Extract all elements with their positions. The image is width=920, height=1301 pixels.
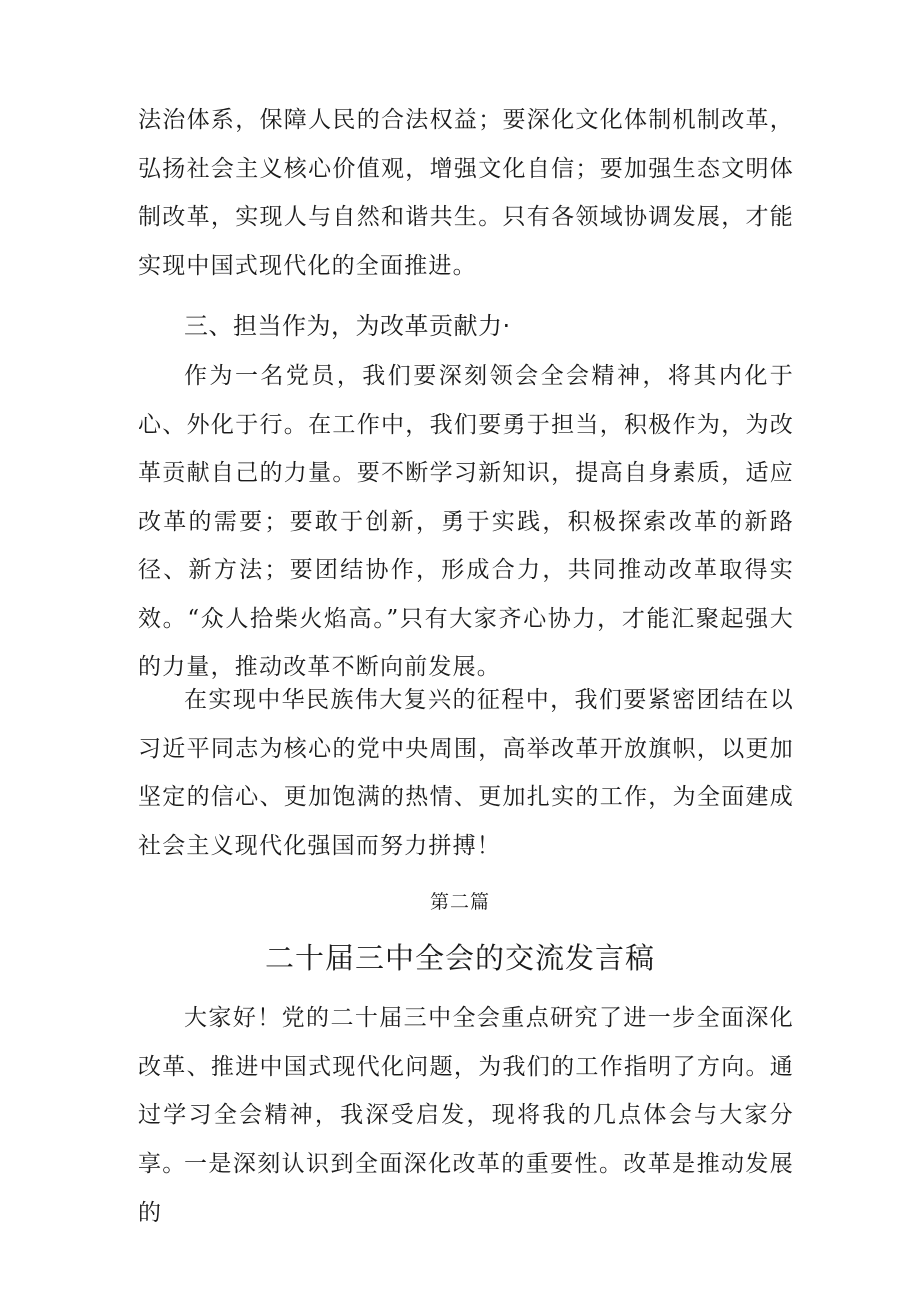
- closing-paragraph: 在实现中华民族伟大复兴的征程中，我们要紧密团结在以习近平同志为核心的党中央周围，高举改革开放旗帜，以更加坚定的信心、更加饱满的热情、更加扎实的工作，为全面建成社会主义现代化强国而努力拼搏！: [138, 687, 794, 859]
- point-one-paragraph: 一是深刻认识到全面深化改革的重要性。改革是推动发展的: [138, 1151, 794, 1226]
- continuation-paragraph: 法治体系，保障人民的合法权益；要深化文化体制机制改革，弘扬社会主义核心价值观，增强文化自信；要加强生态文明体制改革，实现人与自然和谐共生。只有各领域协调发展，才能实现中国式现代化的全面推进。: [138, 107, 794, 279]
- second-piece-title: 二十届三中全会的交流发言稿: [264, 941, 655, 975]
- section-three-heading: 三、担当作为，为改革贡献力·: [184, 312, 511, 340]
- intro-paragraph: 大家好！党的二十届三中全会重点研究了进一步全面深化改革、推进中国式现代化问题，为我们的工作指明了方向。通过学习全会精神，我深受启发，现将我的几点体会与大家分享。: [138, 1005, 794, 1177]
- second-piece-label: 第二篇: [429, 891, 490, 913]
- section-three-paragraph: 作为一名党员，我们要深刻领会全会精神，将其内化于心、外化于行。在工作中，我们要勇于担当，积极作为，为改革贡献自己的力量。要不断学习新知识，提高自身素质，适应改革的需要；要敢于创新，勇于实践，积极探索改革的新路径、新方法；要团结协作，形成合力，共同推动改革取得实效。“众人拾柴火焰高。”只有大家齐心协力，才能汇聚起强大的力量，推动改革不断向前发展。: [138, 363, 794, 680]
